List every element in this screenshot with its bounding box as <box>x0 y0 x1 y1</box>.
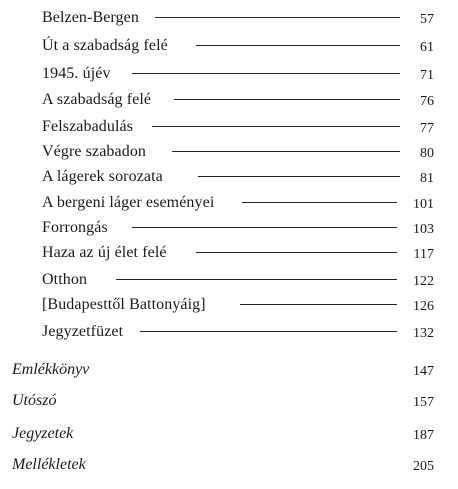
toc-section <box>0 424 458 448</box>
dot-leader <box>155 17 400 18</box>
toc-section-title: Utószó <box>12 392 57 409</box>
toc-entry-page: 126 <box>413 299 434 314</box>
toc-entry-title: Otthon <box>42 271 88 288</box>
dot-leader <box>132 227 397 228</box>
toc-section-title: Mellékletek <box>12 456 86 473</box>
dot-leader <box>196 252 397 253</box>
toc-entry-page: 132 <box>413 326 434 341</box>
dot-leader <box>198 176 400 177</box>
toc-entry-title: Felszabadulás <box>42 118 134 135</box>
toc-entry-page: 77 <box>420 121 434 136</box>
toc-entry <box>0 142 458 166</box>
toc-section <box>0 360 458 384</box>
toc-entry-title: A szabadság felé <box>42 91 152 108</box>
toc-entry-title: Jegyzetfüzet <box>42 323 124 340</box>
dot-leader <box>242 202 397 203</box>
toc-entry-title: Haza az új élet felé <box>42 244 167 261</box>
toc-entry <box>0 90 458 114</box>
toc-entry <box>0 295 458 319</box>
toc-entry <box>0 322 458 346</box>
toc-entry-title: A bergeni láger eseményei <box>42 194 215 211</box>
toc-section-title: Jegyzetek <box>12 425 74 442</box>
toc-entry-title: Forrongás <box>42 219 108 236</box>
toc-entry <box>0 193 458 217</box>
toc-entry-page: 80 <box>420 146 434 161</box>
dot-leader <box>152 126 400 127</box>
toc-entry <box>0 243 458 267</box>
toc-entry-page: 81 <box>420 171 434 186</box>
toc-section-title: Emlékkönyv <box>12 361 90 378</box>
toc-entry-page: 57 <box>420 12 434 27</box>
toc-entry <box>0 117 458 141</box>
toc-entry-title: 1945. újév <box>42 65 111 82</box>
dot-leader <box>116 279 397 280</box>
toc-entry-title: Út a szabadság felé <box>42 37 168 54</box>
toc-section <box>0 455 458 479</box>
toc-section-page: 187 <box>413 428 434 443</box>
toc-entry-title: [Budapesttől Battonyáig] <box>42 296 206 313</box>
toc-entry-page: 76 <box>420 94 434 109</box>
toc-section-page: 147 <box>413 364 434 379</box>
toc-entry <box>0 270 458 294</box>
dot-leader <box>140 331 397 332</box>
toc-entry <box>0 8 458 32</box>
toc-entry-page: 103 <box>413 222 434 237</box>
toc-entry-page: 101 <box>413 197 434 212</box>
toc-entry-page: 122 <box>413 274 434 289</box>
toc-entry-title: Belzen-Bergen <box>42 9 139 26</box>
toc-entry-page: 117 <box>413 247 434 262</box>
toc-section-page: 157 <box>413 395 434 410</box>
toc-entry-title: A lágerek sorozata <box>42 168 163 185</box>
dot-leader <box>132 73 400 74</box>
toc-entry-page: 61 <box>420 40 434 55</box>
toc-entry <box>0 167 458 191</box>
toc-section-page: 205 <box>413 459 434 474</box>
toc-entry <box>0 64 458 88</box>
toc-entry <box>0 36 458 60</box>
dot-leader <box>172 151 400 152</box>
dot-leader <box>240 304 397 305</box>
toc-entry <box>0 218 458 242</box>
dot-leader <box>196 45 400 46</box>
dot-leader <box>174 99 400 100</box>
toc-entry-title: Végre szabadon <box>42 143 147 160</box>
toc-section <box>0 391 458 415</box>
toc-entry-page: 71 <box>420 68 434 83</box>
